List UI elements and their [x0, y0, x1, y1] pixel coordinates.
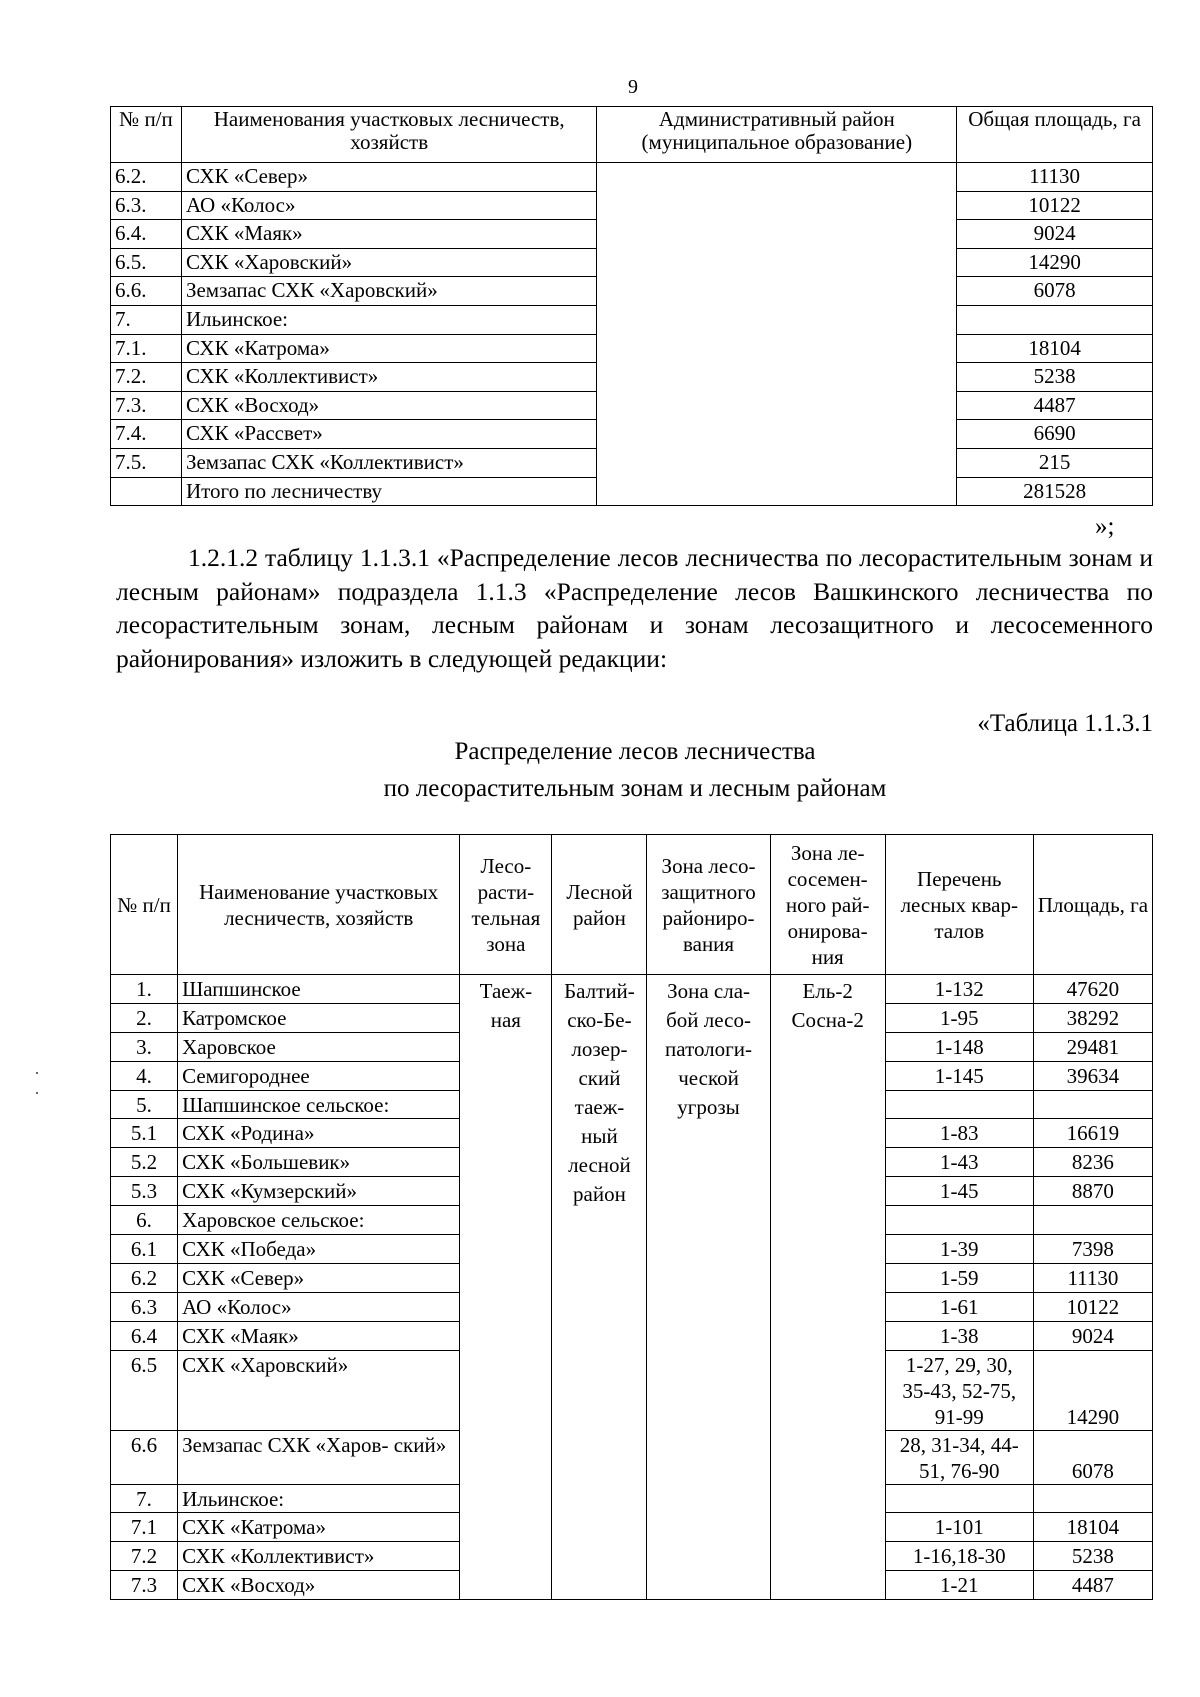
t2-cell-area: 29481 — [1033, 1032, 1152, 1061]
t1-cell-num: 7.4. — [111, 420, 182, 449]
t2-cell-num: 7. — [111, 1484, 178, 1513]
t1-header-district: Административный район (муниципальное образование) — [597, 107, 957, 163]
t2-cell-forest-region: Балтий- ско-Бе- лозер- ский таеж- ный лесной район — [552, 975, 647, 1600]
scan-speck — [36, 1092, 38, 1094]
t2-cell-num: 7.1 — [111, 1513, 178, 1542]
t1-cell-num: 7.1. — [111, 334, 182, 363]
forest-distribution-table — [110, 834, 1153, 1600]
t2-cell-quarters — [885, 1090, 1033, 1119]
t2-cell-area: 9024 — [1033, 1321, 1152, 1350]
t2-cell-num: 5.3 — [111, 1177, 178, 1206]
t2-cell-area: 8870 — [1033, 1177, 1152, 1206]
t1-cell-area: 14290 — [957, 248, 1153, 277]
t2-header-protection-zone: Зона лесо- защитного райониро- вания — [647, 835, 770, 975]
t2-cell-area: 4487 — [1033, 1571, 1152, 1600]
t2-cell-name: Харовское сельское: — [178, 1206, 460, 1235]
table-title-line-2: по лесорастительным зонам и лесным районам — [383, 775, 887, 802]
t2-cell-name: Катромское — [178, 1003, 460, 1032]
t2-cell-num: 6. — [111, 1206, 178, 1235]
t1-header-area: Общая площадь, га — [957, 107, 1153, 163]
t2-header-num: № п/п — [111, 835, 178, 975]
t2-header-quarters: Перечень лесных квар- талов — [885, 835, 1033, 975]
t1-cell-num: 6.2. — [111, 163, 182, 192]
t2-cell-area — [1033, 1206, 1152, 1235]
t2-header-seed-zone: Зона ле- сосемен- ного рай- онирова- ния — [770, 835, 885, 975]
t1-cell-num: 6.6. — [111, 277, 182, 306]
t2-cell-zone: Таеж- ная — [460, 975, 552, 1600]
t1-cell-area: 11130 — [957, 163, 1153, 192]
t2-cell-quarters: 1-43 — [885, 1148, 1033, 1177]
t1-cell-name: АО «Колос» — [181, 191, 597, 220]
t2-cell-area: 39634 — [1033, 1061, 1152, 1090]
t2-cell-area: 11130 — [1033, 1263, 1152, 1292]
scan-speck — [36, 1072, 38, 1074]
t2-cell-num: 5.2 — [111, 1148, 178, 1177]
t2-cell-quarters: 1-45 — [885, 1177, 1033, 1206]
t2-cell-num: 1. — [111, 975, 178, 1004]
t2-cell-quarters: 1-21 — [885, 1571, 1033, 1600]
t2-cell-quarters: 1-59 — [885, 1263, 1033, 1292]
t2-cell-name: Земзапас СХК «Харов- ский» — [178, 1430, 460, 1484]
t2-cell-name: Семигороднее — [178, 1061, 460, 1090]
t2-cell-num: 6.3 — [111, 1292, 178, 1321]
amendment-text: 1.2.1.2 таблицу 1.1.3.1 «Распределение лесов лесничества по лесорастительным зонам и лесным районам» подраздела 1.1.3 «Распределение лесов Вашкинского лесничества по лесорастительным зонам, лесным районам и зонам лесозащитного и лесосеменного районирования» изложить в следующей редакции: — [116, 543, 1153, 673]
t2-cell-name: Харовское — [178, 1032, 460, 1061]
t2-cell-quarters: 1-39 — [885, 1235, 1033, 1264]
t1-cell-num: 6.5. — [111, 248, 182, 277]
t2-cell-num: 4. — [111, 1061, 178, 1090]
t1-cell-num: 6.3. — [111, 191, 182, 220]
t1-cell-area: 6690 — [957, 420, 1153, 449]
t1-cell-num: 7.3. — [111, 391, 182, 420]
page-number: 9 — [628, 76, 638, 98]
t1-cell-name: СХК «Харовский» — [181, 248, 597, 277]
t2-header-forest-region: Лесной район — [552, 835, 647, 975]
t2-header-area: Площадь, га — [1033, 835, 1152, 975]
t2-cell-num: 2. — [111, 1003, 178, 1032]
t1-header-name: Наименования участковых лесничеств, хозяйств — [181, 107, 597, 163]
t2-cell-name: СХК «Катрома» — [178, 1513, 460, 1542]
t1-cell-area — [957, 305, 1153, 334]
t2-cell-quarters: 1-145 — [885, 1061, 1033, 1090]
t2-cell-quarters: 1-38 — [885, 1321, 1033, 1350]
t1-cell-name: Земзапас СХК «Коллективист» — [181, 448, 597, 477]
t2-cell-num: 6.2 — [111, 1263, 178, 1292]
t2-cell-name: Шапшинское сельское: — [178, 1090, 460, 1119]
t2-cell-quarters: 1-132 — [885, 975, 1033, 1004]
t2-cell-num: 5.1 — [111, 1119, 178, 1148]
t1-cell-area: 10122 — [957, 191, 1153, 220]
t2-cell-name: СХК «Маяк» — [178, 1321, 460, 1350]
t1-cell-area: 18104 — [957, 334, 1153, 363]
t1-cell-name: Ильинское: — [181, 305, 597, 334]
t1-header-num: № п/п — [111, 107, 182, 163]
t2-cell-quarters: 1-61 — [885, 1292, 1033, 1321]
t2-cell-name: Ильинское: — [178, 1484, 460, 1513]
t2-cell-area: 18104 — [1033, 1513, 1152, 1542]
t1-cell-num: 7. — [111, 305, 182, 334]
t2-cell-quarters: 1-101 — [885, 1513, 1033, 1542]
t2-cell-num: 7.2 — [111, 1542, 178, 1571]
t2-cell-area: 10122 — [1033, 1292, 1152, 1321]
t2-cell-name: СХК «Коллективист» — [178, 1542, 460, 1571]
t2-cell-name: СХК «Север» — [178, 1263, 460, 1292]
closing-quote: »; — [1095, 513, 1115, 540]
t2-cell-quarters: 1-148 — [885, 1032, 1033, 1061]
t2-cell-area: 7398 — [1033, 1235, 1152, 1264]
t1-cell-name: СХК «Маяк» — [181, 220, 597, 249]
table-title-line-1: Распределение лесов лесничества — [454, 738, 816, 765]
t1-cell-num: 7.2. — [111, 363, 182, 392]
t2-cell-name: СХК «Харовский» — [178, 1350, 460, 1430]
t2-cell-quarters: 1-83 — [885, 1119, 1033, 1148]
t1-cell-name: Итого по лесничеству — [181, 477, 597, 506]
t2-cell-area: 5238 — [1033, 1542, 1152, 1571]
t2-cell-area: 38292 — [1033, 1003, 1152, 1032]
t2-cell-name: СХК «Кумзерский» — [178, 1177, 460, 1206]
t2-cell-seed-zone: Ель-2 Сосна-2 — [770, 975, 885, 1600]
t2-header-name: Наименование участковых лесничеств, хозяйств — [178, 835, 460, 975]
t1-cell-area: 215 — [957, 448, 1153, 477]
t2-cell-num: 6.6 — [111, 1430, 178, 1484]
t1-cell-area: 9024 — [957, 220, 1153, 249]
t2-cell-quarters: 28, 31-34, 44- 51, 76-90 — [885, 1430, 1033, 1484]
t1-cell-name: СХК «Рассвет» — [181, 420, 597, 449]
t1-cell-name: СХК «Восход» — [181, 391, 597, 420]
t1-cell-name: СХК «Катрома» — [181, 334, 597, 363]
t1-cell-area: 281528 — [957, 477, 1153, 506]
t2-cell-area: 8236 — [1033, 1148, 1152, 1177]
t1-cell-area: 6078 — [957, 277, 1153, 306]
t2-cell-name: СХК «Большевик» — [178, 1148, 460, 1177]
t2-header-zone: Лесо- расти- тельная зона — [460, 835, 552, 975]
t2-cell-name: СХК «Восход» — [178, 1571, 460, 1600]
t2-cell-quarters: 1-95 — [885, 1003, 1033, 1032]
t1-cell-num: 7.5. — [111, 448, 182, 477]
t1-cell-num: 6.4. — [111, 220, 182, 249]
t2-cell-num: 6.5 — [111, 1350, 178, 1430]
t2-cell-name: СХК «Победа» — [178, 1235, 460, 1264]
t2-cell-protection-zone: Зона сла- бой лесо- патологи- ческой угрозы — [647, 975, 770, 1600]
amendment-paragraph — [116, 541, 1153, 675]
t2-cell-num: 5. — [111, 1090, 178, 1119]
t2-cell-quarters — [885, 1206, 1033, 1235]
t2-cell-area — [1033, 1090, 1152, 1119]
t2-cell-quarters: 1-27, 29, 30, 35-43, 52-75, 91-99 — [885, 1350, 1033, 1430]
t2-cell-name: АО «Колос» — [178, 1292, 460, 1321]
t1-cell-area: 4487 — [957, 391, 1153, 420]
table-row — [111, 163, 1153, 192]
t2-cell-area — [1033, 1484, 1152, 1513]
t1-cell-num — [111, 477, 182, 506]
t1-cell-name: СХК «Север» — [181, 163, 597, 192]
t2-cell-area: 14290 — [1033, 1350, 1152, 1430]
t2-cell-area: 47620 — [1033, 975, 1152, 1004]
t2-cell-area: 6078 — [1033, 1430, 1152, 1484]
t2-cell-num: 6.4 — [111, 1321, 178, 1350]
t2-cell-name: Шапшинское — [178, 975, 460, 1004]
t1-cell-name: СХК «Коллективист» — [181, 363, 597, 392]
t1-cell-name: Земзапас СХК «Харовский» — [181, 277, 597, 306]
t2-cell-quarters: 1-16,18-30 — [885, 1542, 1033, 1571]
table-reference: «Таблица 1.1.3.1 — [977, 710, 1153, 737]
t1-cell-district — [597, 163, 957, 506]
t2-cell-num: 7.3 — [111, 1571, 178, 1600]
table-title — [0, 733, 1200, 807]
t2-cell-area: 16619 — [1033, 1119, 1152, 1148]
t1-cell-area: 5238 — [957, 363, 1153, 392]
t2-cell-num: 3. — [111, 1032, 178, 1061]
table-row — [111, 975, 1153, 1004]
t2-cell-quarters — [885, 1484, 1033, 1513]
districts-area-table-continued — [110, 106, 1153, 506]
t2-cell-name: СХК «Родина» — [178, 1119, 460, 1148]
t2-cell-num: 6.1 — [111, 1235, 178, 1264]
